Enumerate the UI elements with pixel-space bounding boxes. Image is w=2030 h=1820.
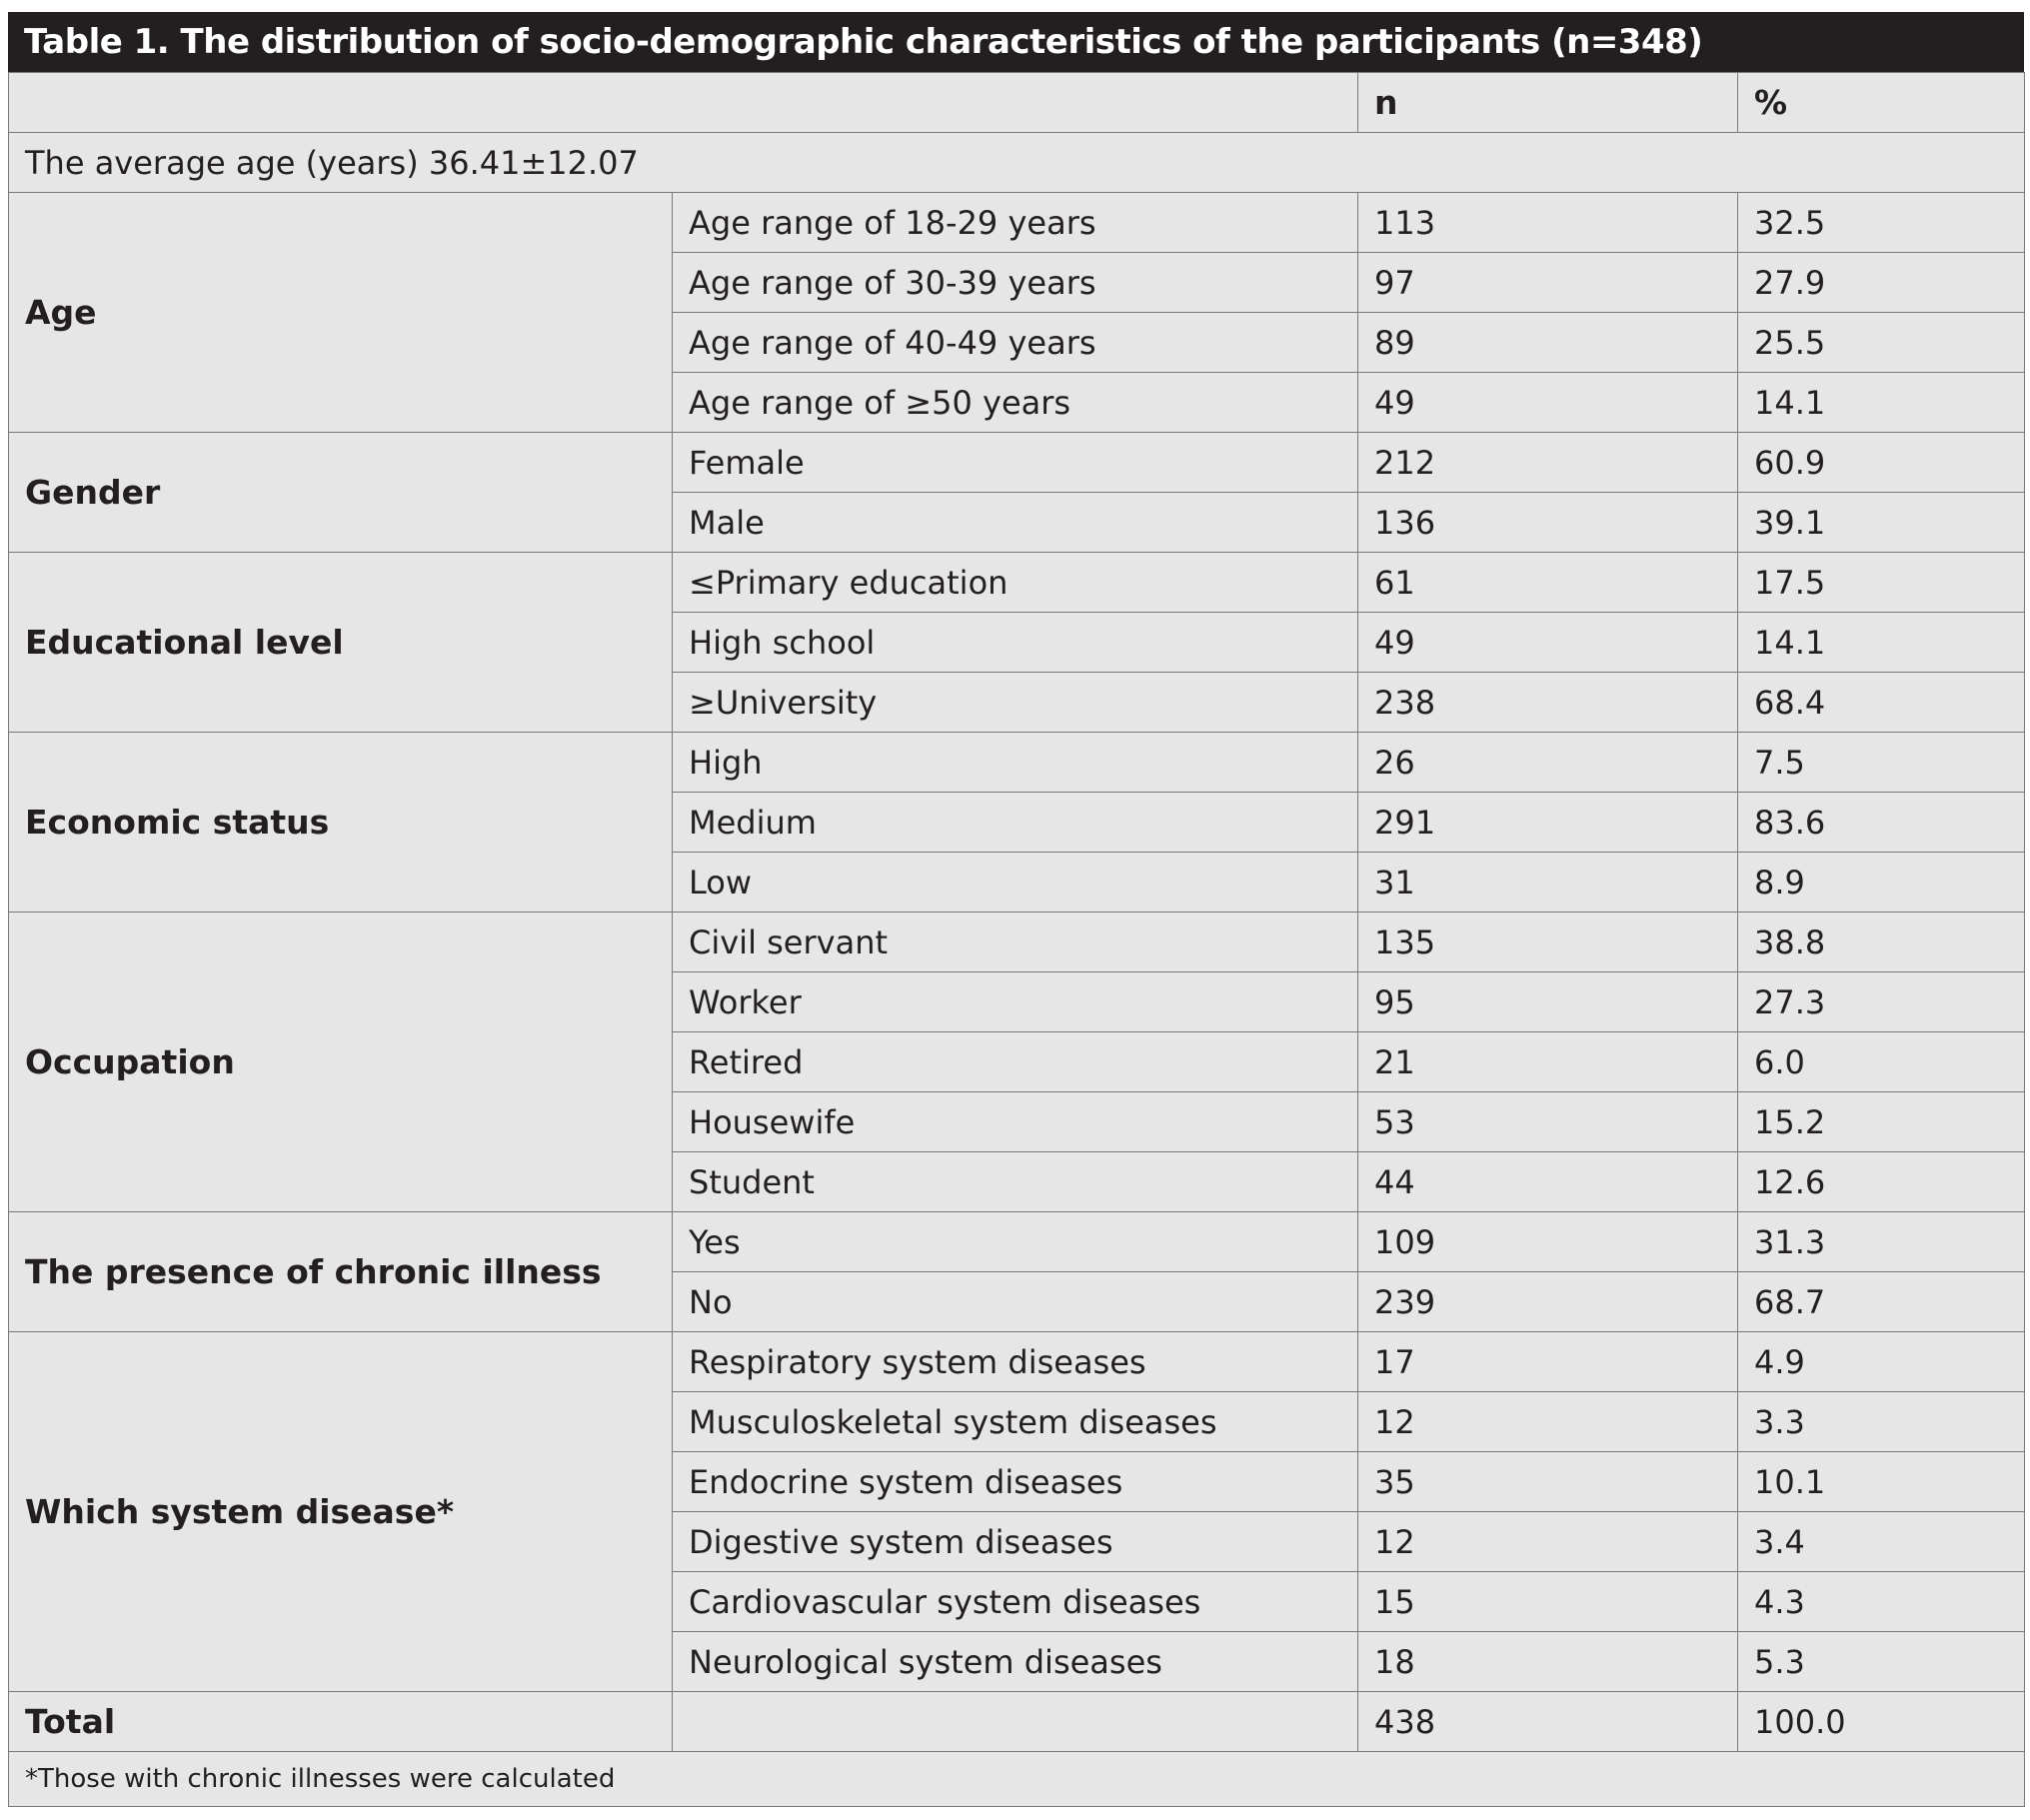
row-pct: 3.3: [1738, 1392, 2025, 1452]
row-pct: 25.5: [1738, 313, 2025, 373]
row-n: 12: [1358, 1392, 1738, 1452]
row-pct: 27.9: [1738, 253, 2025, 313]
row-n: 109: [1358, 1212, 1738, 1272]
row-n: 12: [1358, 1512, 1738, 1572]
row-label: Medium: [673, 793, 1358, 853]
row-pct: 10.1: [1738, 1452, 2025, 1512]
table-row: [9, 193, 2025, 253]
row-n: 35: [1358, 1452, 1738, 1512]
row-pct: 17.5: [1738, 553, 2025, 613]
row-label: Age range of 40-49 years: [673, 313, 1358, 373]
category-label: Educational level: [9, 553, 673, 733]
row-pct: 60.9: [1738, 433, 2025, 493]
total-sub: [673, 1692, 1358, 1752]
row-label: ≤Primary education: [673, 553, 1358, 613]
table-row: [9, 553, 2025, 613]
row-label: Housewife: [673, 1092, 1358, 1152]
row-label: Male: [673, 493, 1358, 553]
category-label: Which system disease*: [9, 1332, 673, 1692]
row-n: 212: [1358, 433, 1738, 493]
row-pct: 15.2: [1738, 1092, 2025, 1152]
header-label-cell: [9, 73, 1358, 133]
row-label: Musculoskeletal system diseases: [673, 1392, 1358, 1452]
row-n: 21: [1358, 1032, 1738, 1092]
row-n: 49: [1358, 613, 1738, 673]
category-label: Gender: [9, 433, 673, 553]
row-pct: 6.0: [1738, 1032, 2025, 1092]
row-label: Retired: [673, 1032, 1358, 1092]
row-n: 95: [1358, 972, 1738, 1032]
row-label: Age range of 30-39 years: [673, 253, 1358, 313]
row-label: Yes: [673, 1212, 1358, 1272]
row-label: Female: [673, 433, 1358, 493]
row-n: 239: [1358, 1272, 1738, 1332]
row-pct: 68.4: [1738, 673, 2025, 733]
footnote-row: [9, 1752, 2025, 1807]
row-n: 61: [1358, 553, 1738, 613]
row-label: High school: [673, 613, 1358, 673]
total-pct: 100.0: [1738, 1692, 2025, 1752]
average-age: The average age (years) 36.41±12.07: [9, 133, 2025, 193]
table-frame: [8, 12, 2024, 1807]
data-table: [8, 72, 2025, 1807]
category-label: Age: [9, 193, 673, 433]
table-row: [9, 1212, 2025, 1272]
row-pct: 32.5: [1738, 193, 2025, 253]
row-label: ≥University: [673, 673, 1358, 733]
row-pct: 3.4: [1738, 1512, 2025, 1572]
footnote: *Those with chronic illnesses were calculated: [9, 1752, 2025, 1807]
row-label: Civil servant: [673, 912, 1358, 972]
total-label: Total: [9, 1692, 673, 1752]
row-label: Respiratory system diseases: [673, 1332, 1358, 1392]
average-age-row: [9, 133, 2025, 193]
row-n: 17: [1358, 1332, 1738, 1392]
row-n: 113: [1358, 193, 1738, 253]
row-n: 31: [1358, 853, 1738, 912]
row-label: Low: [673, 853, 1358, 912]
row-label: Cardiovascular system diseases: [673, 1572, 1358, 1632]
row-label: Age range of 18-29 years: [673, 193, 1358, 253]
row-pct: 83.6: [1738, 793, 2025, 853]
row-label: Digestive system diseases: [673, 1512, 1358, 1572]
category-label: Occupation: [9, 912, 673, 1212]
row-label: Neurological system diseases: [673, 1632, 1358, 1692]
row-pct: 39.1: [1738, 493, 2025, 553]
row-pct: 12.6: [1738, 1152, 2025, 1212]
row-pct: 31.3: [1738, 1212, 2025, 1272]
row-n: 136: [1358, 493, 1738, 553]
row-label: No: [673, 1272, 1358, 1332]
row-pct: 4.9: [1738, 1332, 2025, 1392]
row-pct: 8.9: [1738, 853, 2025, 912]
row-pct: 5.3: [1738, 1632, 2025, 1692]
row-label: Student: [673, 1152, 1358, 1212]
table-row: [9, 433, 2025, 493]
row-label: High: [673, 733, 1358, 793]
row-n: 44: [1358, 1152, 1738, 1212]
table-row: [9, 733, 2025, 793]
table-row: [9, 1332, 2025, 1392]
row-pct: 4.3: [1738, 1572, 2025, 1632]
row-n: 26: [1358, 733, 1738, 793]
row-n: 15: [1358, 1572, 1738, 1632]
row-pct: 38.8: [1738, 912, 2025, 972]
category-label: The presence of chronic illness: [9, 1212, 673, 1332]
row-n: 97: [1358, 253, 1738, 313]
row-n: 135: [1358, 912, 1738, 972]
row-n: 53: [1358, 1092, 1738, 1152]
header-row: [9, 73, 2025, 133]
row-label: Worker: [673, 972, 1358, 1032]
category-label: Economic status: [9, 733, 673, 912]
row-pct: 7.5: [1738, 733, 2025, 793]
row-pct: 14.1: [1738, 373, 2025, 433]
row-n: 49: [1358, 373, 1738, 433]
row-pct: 68.7: [1738, 1272, 2025, 1332]
table-title: Table 1. The distribution of socio-demographic characteristics of the participants (n=348): [8, 12, 2024, 72]
header-pct: %: [1738, 73, 2025, 133]
row-n: 18: [1358, 1632, 1738, 1692]
row-pct: 27.3: [1738, 972, 2025, 1032]
row-n: 238: [1358, 673, 1738, 733]
table-row: [9, 912, 2025, 972]
row-pct: 14.1: [1738, 613, 2025, 673]
row-n: 291: [1358, 793, 1738, 853]
row-label: Endocrine system diseases: [673, 1452, 1358, 1512]
total-n: 438: [1358, 1692, 1738, 1752]
row-label: Age range of ≥50 years: [673, 373, 1358, 433]
row-n: 89: [1358, 313, 1738, 373]
header-n: n: [1358, 73, 1738, 133]
total-row: [9, 1692, 2025, 1752]
